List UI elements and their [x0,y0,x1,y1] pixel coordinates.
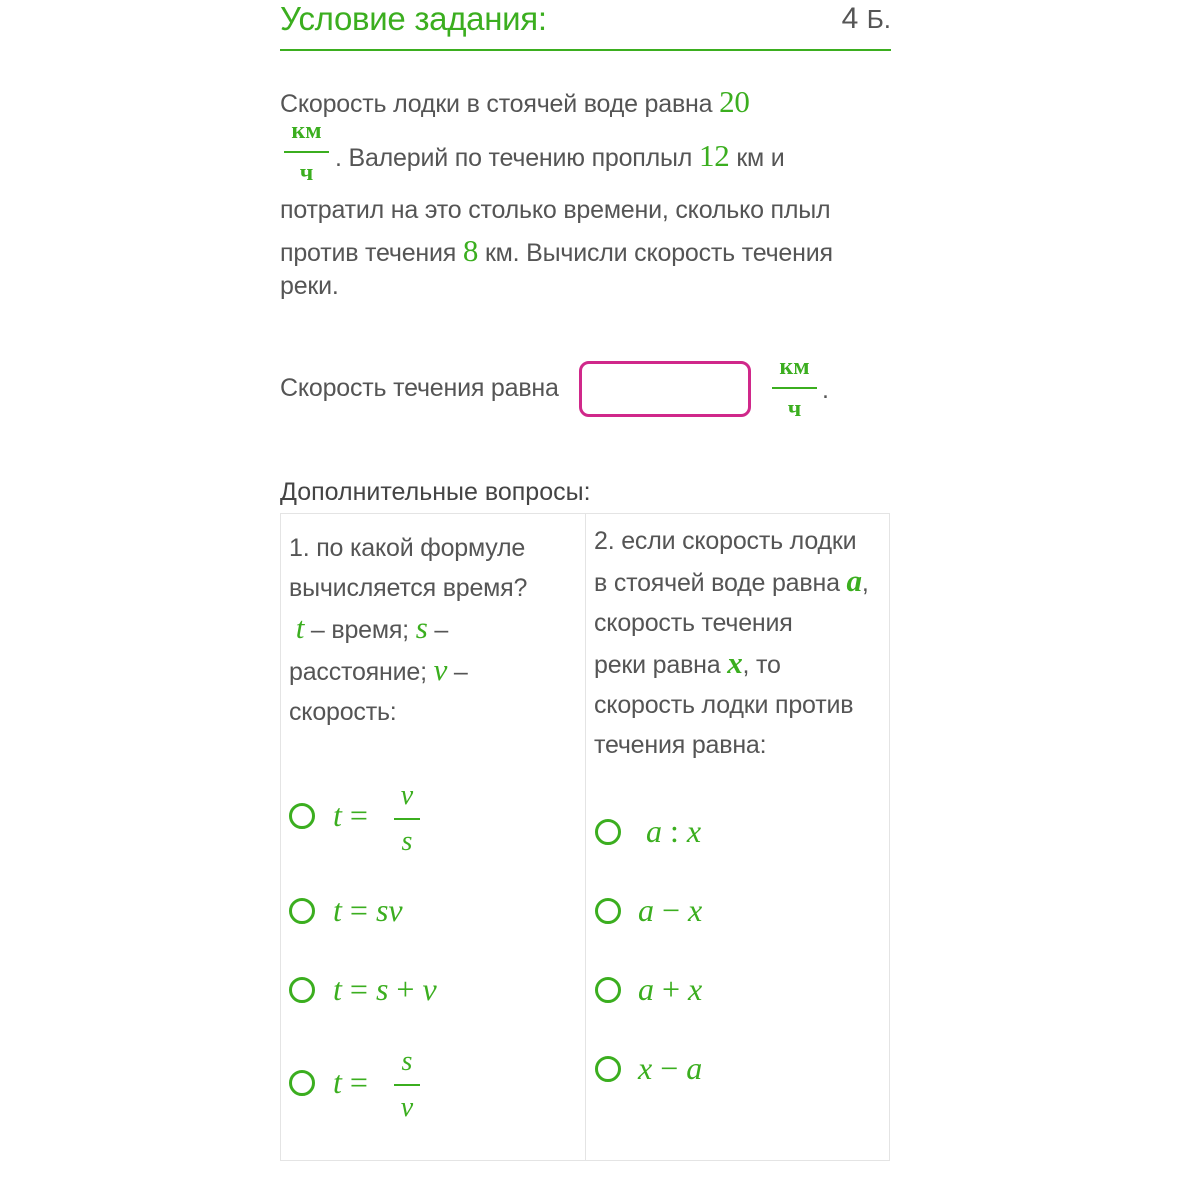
points-unit: Б. [866,4,891,34]
problem-line-3: потратил на это столько времени, сколько плыл [280,196,831,224]
question-2-text [594,521,884,765]
q2-option-4[interactable]: x − a [638,1050,703,1086]
q1-option-1-fraction: v s [394,780,420,858]
problem-line-5: реки. [280,272,339,300]
var-x: x [727,645,743,680]
q2-text: , [861,569,869,597]
q1-line: вычисляется время? [289,574,528,602]
answer-input[interactable] [579,361,751,417]
points-value [842,2,891,36]
q1-line: скорость: [289,698,397,726]
q2-option-4-radio[interactable] [595,1056,621,1082]
q1-option-1-radio[interactable] [289,803,315,829]
q2-text: реки равна [594,651,721,679]
answer-period: . [822,376,829,404]
var-s: s [415,610,428,645]
title-divider [280,49,891,51]
problem-line-4 [280,233,833,269]
q1-option-2[interactable]: t = sv [333,892,403,928]
q2-option-3-radio[interactable] [595,977,621,1003]
problem-text: . Валерий по течению проплыл [335,144,693,172]
distance-upstream: 8 [462,233,479,268]
q1-line: 1. по какой формуле [289,534,526,562]
unit-numerator: км [779,354,810,380]
grid-divider [585,513,586,1161]
problem-text: км. Вычисли скорость течения [484,239,833,267]
unit-denominator: ч [299,160,314,186]
q2-line: течения равна: [594,731,767,759]
q1-option-4-fraction: s v [394,1046,420,1124]
q1-option-3[interactable]: t = s + v [333,971,437,1007]
var-t: t [295,610,305,645]
q1-text: – время; [310,616,409,644]
q2-option-2[interactable]: a − x [638,892,703,928]
q2-text: , то [742,651,781,679]
answer-label: Скорость течения равна [280,374,559,402]
fraction-bar [284,151,329,153]
unit-numerator: км [291,118,322,144]
q2-line: скорость течения [594,609,793,637]
q2-line: скорость лодки против [594,691,854,719]
q2-option-1-radio[interactable] [595,819,621,845]
q2-option-3[interactable]: a + x [638,971,703,1007]
answer-unit-fraction [772,353,817,423]
var-v: v [433,652,448,687]
problem-text: км и [736,144,785,172]
q1-option-3-radio[interactable] [289,977,315,1003]
q2-option-1[interactable]: a : x [646,813,702,849]
q1-text: – [434,616,449,644]
problem-line-2 [335,138,785,174]
problem-text: Скорость лодки в стоячей воде равна [280,90,713,118]
q1-line [289,650,579,692]
task-title: Условие задания: [280,0,547,37]
problem-text: против течения [280,239,457,267]
fraction-bar [772,387,817,389]
q1-line [289,608,579,650]
q2-option-2-radio[interactable] [595,898,621,924]
q1-option-4[interactable]: t = [333,1064,368,1100]
q2-line: 2. если скорость лодки [594,527,857,555]
q1-option-4-radio[interactable] [289,1070,315,1096]
distance-downstream: 12 [698,138,730,173]
question-1-text [289,528,579,732]
q1-option-1[interactable]: t = [333,797,368,833]
q1-option-2-radio[interactable] [289,898,315,924]
q2-line [594,643,884,685]
points-number: 4 [841,2,859,35]
q1-text: расстояние; [289,658,427,686]
problem-line-1 [280,84,750,120]
speed-value: 20 [719,84,750,119]
q2-text: в стоячей воде равна [594,569,840,597]
var-a: a [846,563,862,598]
additional-questions-title: Дополнительные вопросы: [280,478,591,506]
unit-denominator: ч [787,396,802,422]
unit-fraction [284,117,329,187]
q2-line [594,561,884,603]
q1-text: – [453,658,468,686]
